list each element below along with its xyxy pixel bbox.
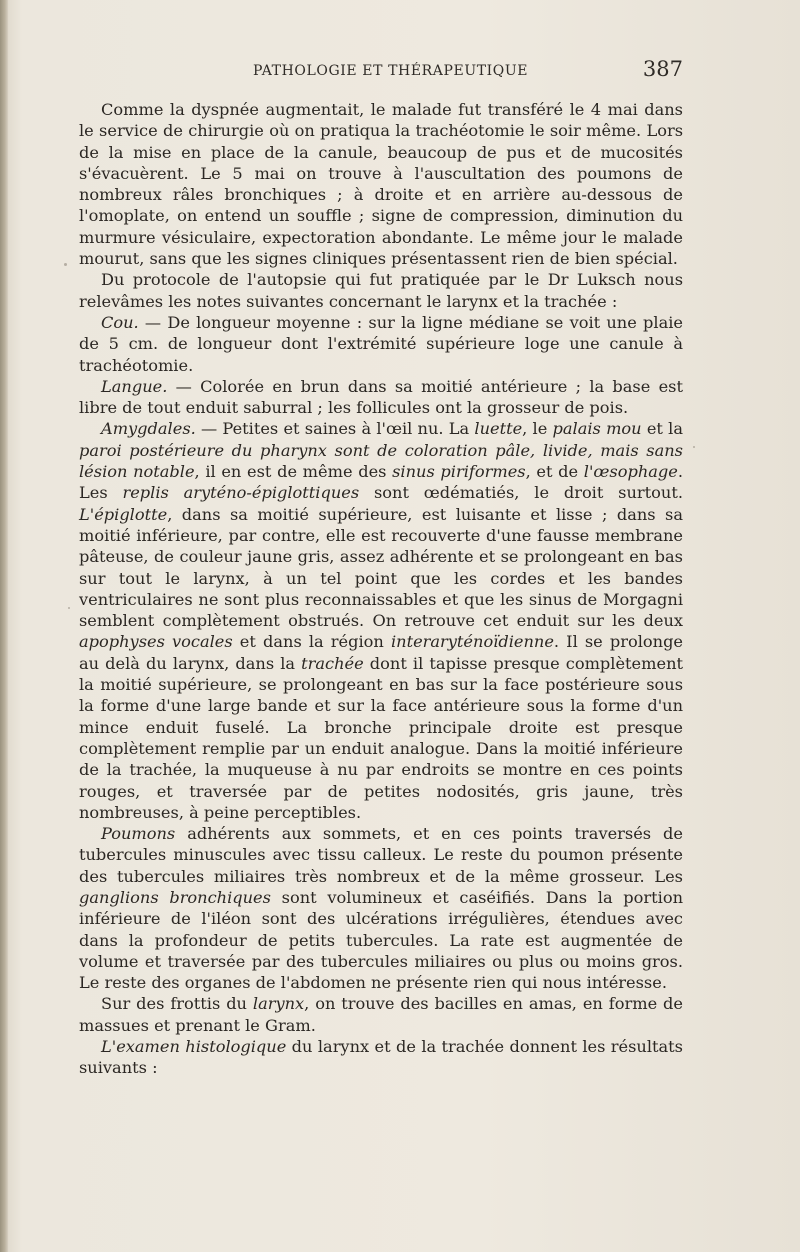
text-run: , et de — [525, 462, 584, 482]
italic-term: sinus piriformes — [392, 462, 526, 482]
running-header — [79, 56, 685, 86]
paragraph — [79, 312, 683, 376]
text-run: sont volumineux et caséifiés. Dans la portion inférieure de l'iléon sont des ulcérations irrégulières, étendues avec dans la profondeur de petits tubercules. La rate est augmentée de volume et traversée par des tubercules miliaires ou plus ou moins gros. Le reste des organes de l'abdomen ne présente rien qui nous intéresse. — [79, 887, 683, 993]
text-run: — De longueur moyenne : sur la ligne médiane se voit une plaie de 5 cm. de longueur dont l'extrémité supérieure loge une canule à trachéotomie. — [79, 312, 683, 375]
text-run: Sur des frottis du — [101, 994, 253, 1014]
text-run: . Les — [79, 462, 684, 503]
text-run: dont il tapisse presque complètement la moitié supérieure, se prolongeant en bas sur la face postérieure sous la forme d'une large bande et sur la face antérieure sous la forme d'un mince enduit fuselé. La bronche principale droite est presque complètement remplie par un enduit analogue. Dans la moitié inférieure de la trachée, la muqueuse à nu par endroits se montre en ces points rouges, et traversée par de petites nodosités, gris jaune, très nombreuses, à peine perceptibles. — [79, 653, 684, 822]
text-run: . Il se prolonge au delà du larynx, dans la — [79, 632, 684, 673]
italic-term: replis aryténo-épiglottiques — [122, 483, 360, 503]
text-run: , le — [522, 419, 553, 439]
section-label: Poumons — [101, 824, 176, 844]
text-run: sont œdématiés, le droit surtout. — [359, 483, 683, 503]
text-run: , dans sa moitié supérieure, est luisante et lisse ; dans sa moitié inférieure, par contre, elle est recouverte d'une fausse membrane pâteuse, de couleur jaune gris, assez adhérente et se prolongeant en bas sur tout le larynx, à un tel point que les cordes et les bandes ventriculaires ne sont plus reconnaissables et que les sinus de Morgagni semblent complètement obstrués. On retrouve cet enduit sur les deux — [79, 504, 683, 631]
section-label: L'examen histologique — [101, 1037, 287, 1057]
italic-term: larynx — [252, 994, 305, 1014]
body-text — [79, 99, 683, 1079]
italic-term: trachée — [301, 653, 364, 673]
ink-speck — [64, 263, 67, 266]
text-run: Comme la dyspnée augmentait, le malade fut transféré le 4 mai dans le service de chirurgie où on pratiqua la trachéotomie le soir même. Lors de la mise en place de la canule, beaucoup de pus et de mucosités s'évacuèrent. Le 5 mai on trouve à l'auscultation des poumons de nombreux râles bronchiques ; à droite et en arrière au-dessous de l'omoplate, on entend un souffle ; signe de compression, diminution du murmure vésiculaire, expectoration abondante. Le même jour le malade mourut, sans que les signes cliniques présentassent rien de bien spécial. — [79, 100, 683, 269]
paragraph — [79, 99, 683, 269]
ink-speck — [693, 446, 695, 448]
text-run: , il en est de même des — [194, 462, 393, 482]
italic-term: palais mou — [552, 419, 642, 439]
italic-term: l'œsophage — [583, 462, 678, 482]
text-run: du larynx et de la trachée donnent les résultats suivants : — [79, 1037, 683, 1078]
text-run: et dans la région — [232, 632, 391, 652]
paragraph — [79, 1036, 683, 1079]
text-run: — Petites et saines à l'œil nu. La — [195, 419, 475, 439]
paragraph — [79, 993, 683, 1036]
text-run: , on trouve des bacilles en amas, en forme de massues et prenant le Gram. — [79, 994, 683, 1035]
page-spine-shadow — [0, 0, 8, 1252]
section-label: Langue. — [101, 376, 168, 396]
section-label: Amygdales. — [101, 419, 196, 439]
section-label: Cou. — [101, 312, 139, 332]
paragraph — [79, 823, 683, 993]
text-run: Du protocole de l'autopsie qui fut pratiquée par le Dr Luksch nous relevâmes les notes suivantes concernant le larynx et la trachée : — [79, 270, 683, 311]
text-run: et la — [641, 419, 683, 439]
running-title: PATHOLOGIE ET THÉRAPEUTIQUE — [253, 63, 529, 79]
paragraph — [79, 418, 683, 823]
italic-term: luette — [474, 419, 523, 439]
text-run: adhérents aux sommets, et en ces points traversés de tubercules minuscules avec tissu calleux. Le reste du poumon présente des tubercules miliaires très nombreux et de la même grosseur. Les — [79, 824, 683, 886]
italic-term: paroi postérieure du pharynx sont de coloration pâle, livide, mais sans lésion notable — [79, 440, 683, 482]
paragraph — [79, 269, 683, 312]
italic-term: ganglions bronchiques — [79, 887, 271, 907]
italic-term: apophyses vocales — [79, 632, 233, 652]
paragraph — [79, 376, 683, 419]
text-run: — Colorée en brun dans sa moitié antérieure ; la base est libre de tout enduit saburral ; les follicules ont la grosseur de pois. — [79, 376, 683, 418]
ink-speck — [68, 607, 70, 609]
page-number: 387 — [642, 57, 683, 81]
italic-term: L'épiglotte — [79, 504, 168, 524]
italic-term: interaryténoïdienne — [390, 632, 554, 652]
